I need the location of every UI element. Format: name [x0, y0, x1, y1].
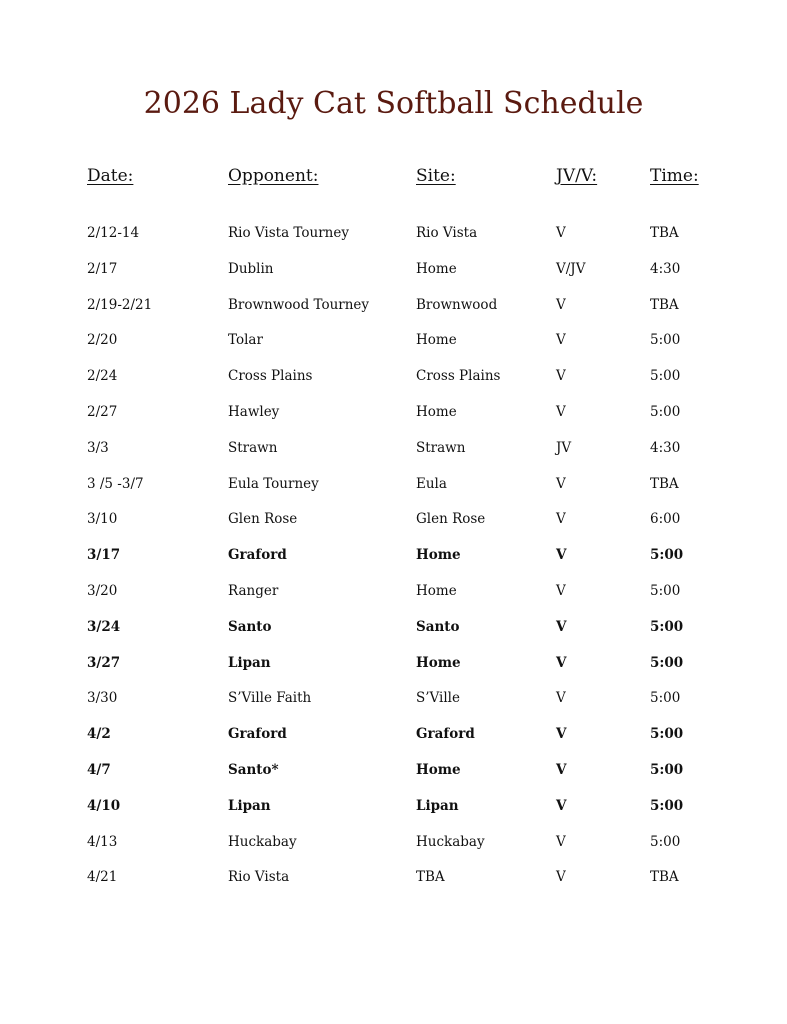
game-opponent: Glen Rose: [228, 511, 298, 528]
game-time: 5:00: [650, 403, 681, 420]
game-date: 3/30: [87, 690, 118, 707]
game-site: Home: [416, 547, 461, 564]
game-site: Strawn: [416, 439, 466, 456]
game-level: V/JV: [556, 260, 586, 277]
table-row: [0, 685, 787, 721]
game-site: Brownwood: [416, 296, 498, 313]
game-level: V: [556, 869, 566, 886]
game-date: 3/3: [87, 439, 109, 456]
game-site: Santo: [416, 618, 460, 635]
game-opponent: Lipan: [228, 654, 271, 671]
game-level: V: [556, 690, 566, 707]
game-opponent: Eula Tourney: [228, 475, 319, 492]
game-time: 5:00: [650, 368, 681, 385]
game-opponent: Graford: [228, 547, 287, 564]
game-opponent: Santo: [228, 618, 272, 635]
table-row: [0, 220, 787, 256]
game-level: V: [556, 761, 567, 778]
game-date: 4/10: [87, 797, 121, 814]
game-level: V: [556, 726, 567, 743]
game-site: S’Ville: [416, 690, 460, 707]
game-site: Graford: [416, 726, 475, 743]
game-site: Home: [416, 403, 457, 420]
game-level: V: [556, 368, 566, 385]
table-row: [0, 829, 787, 865]
game-opponent: Strawn: [228, 439, 278, 456]
table-row: [0, 614, 787, 650]
table-row: [0, 721, 787, 757]
schedule-table: [0, 220, 787, 900]
game-date: 3/27: [87, 654, 121, 671]
table-row: [0, 793, 787, 829]
table-row: [0, 471, 787, 507]
game-date: 4/2: [87, 726, 111, 743]
header-date: Date:: [87, 166, 134, 186]
table-row: [0, 757, 787, 793]
game-date: 2/19-2/21: [87, 296, 153, 313]
game-opponent: Tolar: [228, 332, 263, 349]
game-site: Home: [416, 761, 461, 778]
game-level: V: [556, 833, 566, 850]
header-jv: JV/V:: [556, 166, 598, 186]
game-time: 5:00: [650, 690, 681, 707]
table-row: [0, 650, 787, 686]
table-row: [0, 542, 787, 578]
game-site: Rio Vista: [416, 225, 478, 241]
game-level: V: [556, 403, 566, 420]
table-row: [0, 399, 787, 435]
game-date: 3/17: [87, 547, 121, 564]
game-time: TBA: [650, 225, 679, 241]
game-date: 4/13: [87, 833, 118, 850]
game-opponent: Graford: [228, 726, 287, 743]
game-site: TBA: [416, 869, 445, 886]
header-opponent: Opponent:: [228, 166, 319, 186]
game-time: 5:00: [650, 547, 684, 564]
game-date: 3 /5 -3/7: [87, 475, 144, 492]
game-date: 2/20: [87, 332, 118, 349]
game-time: 5:00: [650, 726, 684, 743]
game-site: Glen Rose: [416, 511, 486, 528]
game-level: V: [556, 296, 566, 313]
table-row: [0, 864, 787, 900]
game-level: V: [556, 797, 567, 814]
game-opponent: S’Ville Faith: [228, 690, 312, 707]
game-level: V: [556, 475, 566, 492]
table-row: [0, 292, 787, 328]
game-site: Home: [416, 654, 461, 671]
game-date: 3/20: [87, 582, 118, 599]
game-date: 2/27: [87, 403, 118, 420]
game-site: Home: [416, 582, 457, 599]
game-time: 5:00: [650, 833, 681, 850]
game-opponent: Dublin: [228, 260, 274, 277]
game-level: V: [556, 511, 566, 528]
game-opponent: Rio Vista: [228, 869, 290, 886]
game-opponent: Lipan: [228, 797, 271, 814]
game-site: Cross Plains: [416, 368, 501, 385]
table-row: [0, 506, 787, 542]
game-date: 4/21: [87, 869, 118, 886]
game-date: 3/10: [87, 511, 118, 528]
table-row: [0, 435, 787, 471]
game-time: TBA: [650, 475, 679, 492]
game-opponent: Ranger: [228, 582, 279, 599]
game-time: 4:30: [650, 439, 681, 456]
header-site: Site:: [416, 166, 456, 186]
game-date: 2/17: [87, 260, 118, 277]
game-level: JV: [556, 439, 572, 456]
game-opponent: Brownwood Tourney: [228, 296, 370, 313]
game-time: TBA: [650, 296, 679, 313]
game-site: Lipan: [416, 797, 459, 814]
game-date: 2/12-14: [87, 225, 140, 241]
game-date: 4/7: [87, 761, 111, 778]
game-opponent: Santo*: [228, 761, 279, 778]
game-opponent: Cross Plains: [228, 368, 313, 385]
game-time: TBA: [650, 869, 679, 886]
header-time: Time:: [650, 166, 699, 186]
game-opponent: Hawley: [228, 403, 280, 420]
game-time: 5:00: [650, 582, 681, 599]
table-row: [0, 256, 787, 292]
game-time: 6:00: [650, 511, 681, 528]
game-site: Home: [416, 260, 457, 277]
game-time: 4:30: [650, 260, 681, 277]
game-site: Home: [416, 332, 457, 349]
game-opponent: Rio Vista Tourney: [228, 225, 349, 241]
game-level: V: [556, 618, 567, 635]
game-date: 3/24: [87, 618, 121, 635]
table-row: [0, 578, 787, 614]
game-time: 5:00: [650, 654, 684, 671]
table-row: [0, 363, 787, 399]
page-title: 2026 Lady Cat Softball Schedule: [143, 86, 644, 121]
game-level: V: [556, 547, 567, 564]
game-time: 5:00: [650, 797, 684, 814]
game-time: 5:00: [650, 332, 681, 349]
table-row: [0, 327, 787, 363]
game-time: 5:00: [650, 761, 684, 778]
table-header: [0, 164, 787, 190]
game-site: Eula: [416, 475, 447, 492]
game-site: Huckabay: [416, 833, 485, 850]
game-date: 2/24: [87, 368, 118, 385]
game-time: 5:00: [650, 618, 684, 635]
game-level: V: [556, 582, 566, 599]
game-opponent: Huckabay: [228, 833, 297, 850]
game-level: V: [556, 332, 566, 349]
game-level: V: [556, 654, 567, 671]
game-level: V: [556, 225, 566, 241]
